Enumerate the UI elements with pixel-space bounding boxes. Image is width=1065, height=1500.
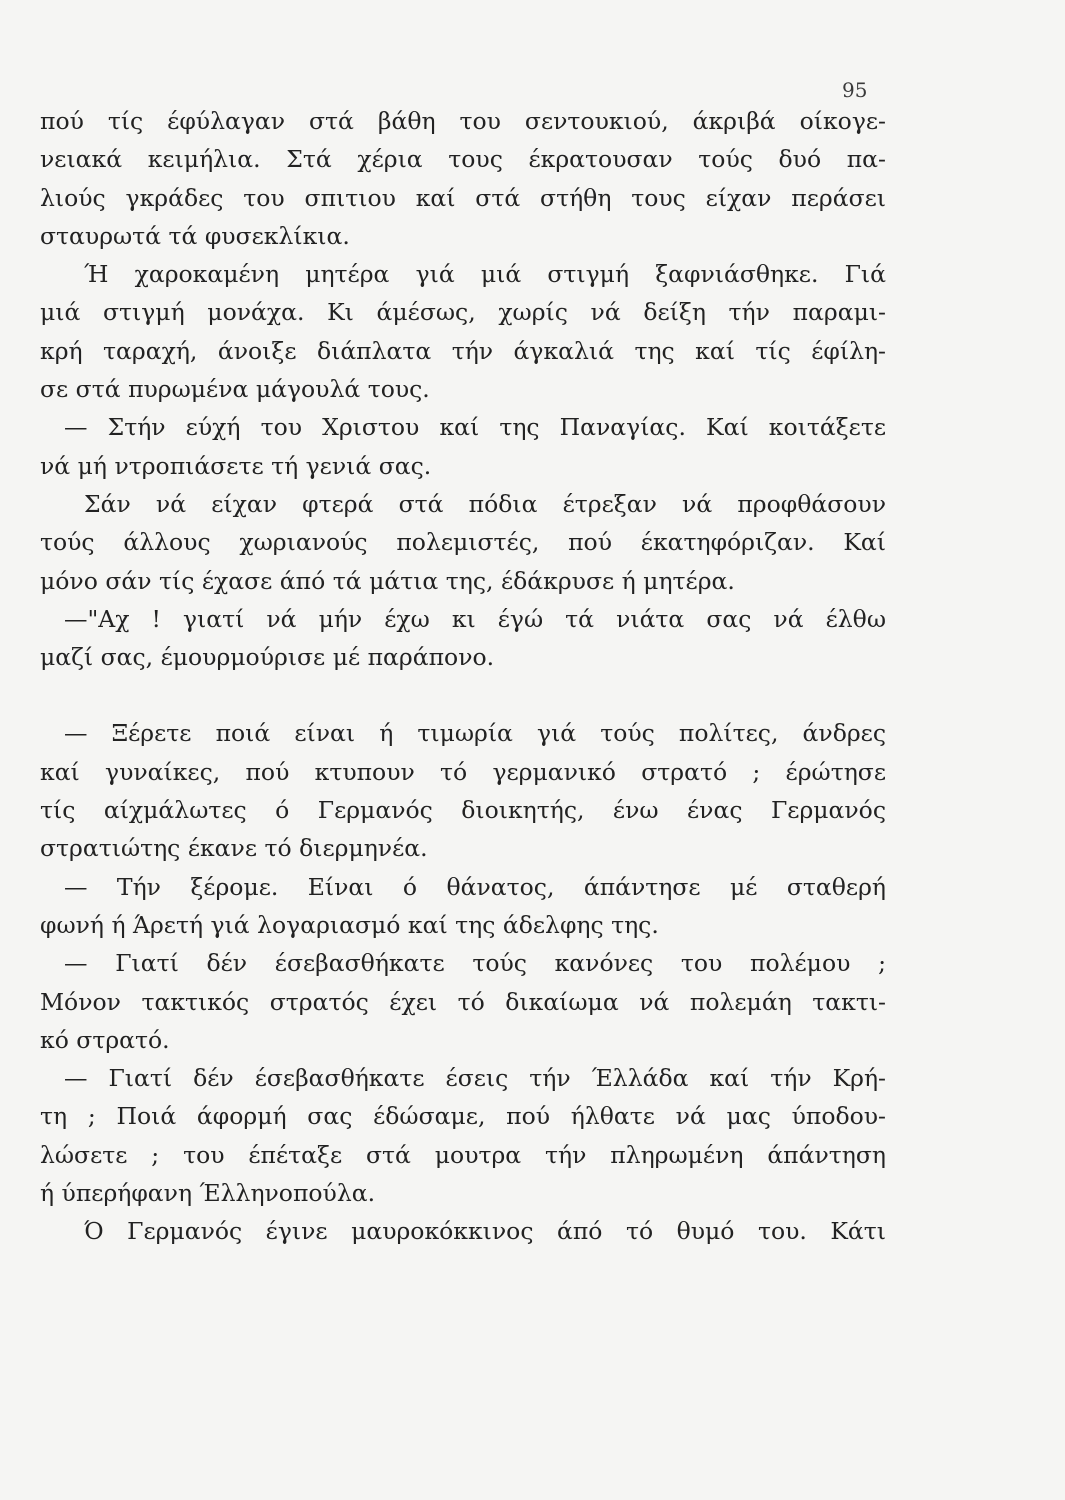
text-line: — Γιατί δέν έσεβασθήκατε τούς κανόνες του πολέμου ; — [64, 949, 886, 978]
section-gap — [40, 676, 886, 714]
text-line: Ή χαροκαμένη μητέρα γιά μιά στιγμή ξαφνιάσθηκε. Γιά — [84, 260, 886, 289]
text-line: καί γυναίκες, πού κτυπουν τό γερμανικό στρατό ; έρώτησε — [40, 757, 886, 786]
body-text — [40, 102, 886, 1251]
text-line: σταυρωτά τά φυσεκλίκια. — [40, 221, 350, 250]
text-line: ή ύπερήφανη Έλληνοπούλα. — [40, 1179, 376, 1208]
text-line: κό στρατό. — [40, 1025, 170, 1054]
text-line: μόνο σάν τίς έχασε άπό τά μάτια της, έδάκρυσε ή μητέρα. — [40, 566, 735, 595]
text-line: — Στήν εύχή του Χριστου καί της Παναγίας. Καί κοιτάξετε — [64, 413, 886, 442]
text-line: στρατιώτης έκανε τό διερμηνέα. — [40, 834, 428, 863]
text-line: — Τήν ξέρομε. Είναι ό θάνατος, άπάντησε μέ σταθερή — [64, 872, 886, 901]
text-line: μαζί σας, έμουρμούρισε μέ παράπονο. — [40, 643, 495, 672]
text-line: σε στά πυρωμένα μάγουλά τους. — [40, 375, 430, 404]
text-line: Μόνον τακτικός στρατός έχει τό δικαίωμα νά πολεμάη τακτι- — [40, 987, 886, 1016]
text-line: τη ; Ποιά άφορμή σας έδώσαμε, πού ήλθατε νά μας ύποδου- — [40, 1102, 886, 1131]
text-line: μιά στιγμή μονάχα. Κι άμέσως, χωρίς νά δείξη τήν παραμι- — [40, 298, 886, 327]
page-number: 95 — [842, 78, 868, 102]
text-line: λώσετε ; του έπέταξε στά μουτρα τήν πληρωμένη άπάντηση — [40, 1140, 886, 1169]
text-line: Ό Γερμανός έγινε μαυροκόκκινος άπό τό θυμό του. Κάτι — [84, 1217, 886, 1246]
text-line: νά μή ντροπιάσετε τή γενιά σας. — [40, 451, 432, 480]
text-line: — Γιατί δέν έσεβασθήκατε έσεις τήν Έλλάδα καί τήν Κρή- — [64, 1064, 886, 1093]
text-line: φωνή ή Άρετή γιά λογαριασμό καί της άδελφης της. — [40, 910, 659, 939]
text-line: κρή ταραχή, άνοιξε διάπλατα τήν άγκαλιά της καί τίς έφίλη- — [40, 336, 886, 365]
text-line: τούς άλλους χωριανούς πολεμιστές, πού έκατηφόριζαν. Καί — [40, 528, 886, 557]
text-line: τίς αίχμάλωτες ό Γερμανός διοικητής, ένω ένας Γερμανός — [40, 796, 886, 825]
text-line: Σάν νά είχαν φτερά στά πόδια έτρεξαν νά προφθάσουν — [84, 489, 886, 518]
text-line: λιούς γκράδες του σπιτιου καί στά στήθη τους είχαν περάσει — [40, 183, 886, 212]
text-line: —"Αχ ! γιατί νά μήν έχω κι έγώ τά νιάτα σας νά έλθω — [64, 604, 886, 633]
text-line: πού τίς έφύλαγαν στά βάθη του σεντουκιού, άκριβά οίκογε- — [40, 107, 886, 135]
text-line: — Ξέρετε ποιά είναι ή τιμωρία γιά τούς πολίτες, άνδρες — [64, 719, 886, 748]
text-line: νειακά κειμήλια. Στά χέρια τους έκρατουσαν τούς δυό πα- — [40, 145, 886, 174]
